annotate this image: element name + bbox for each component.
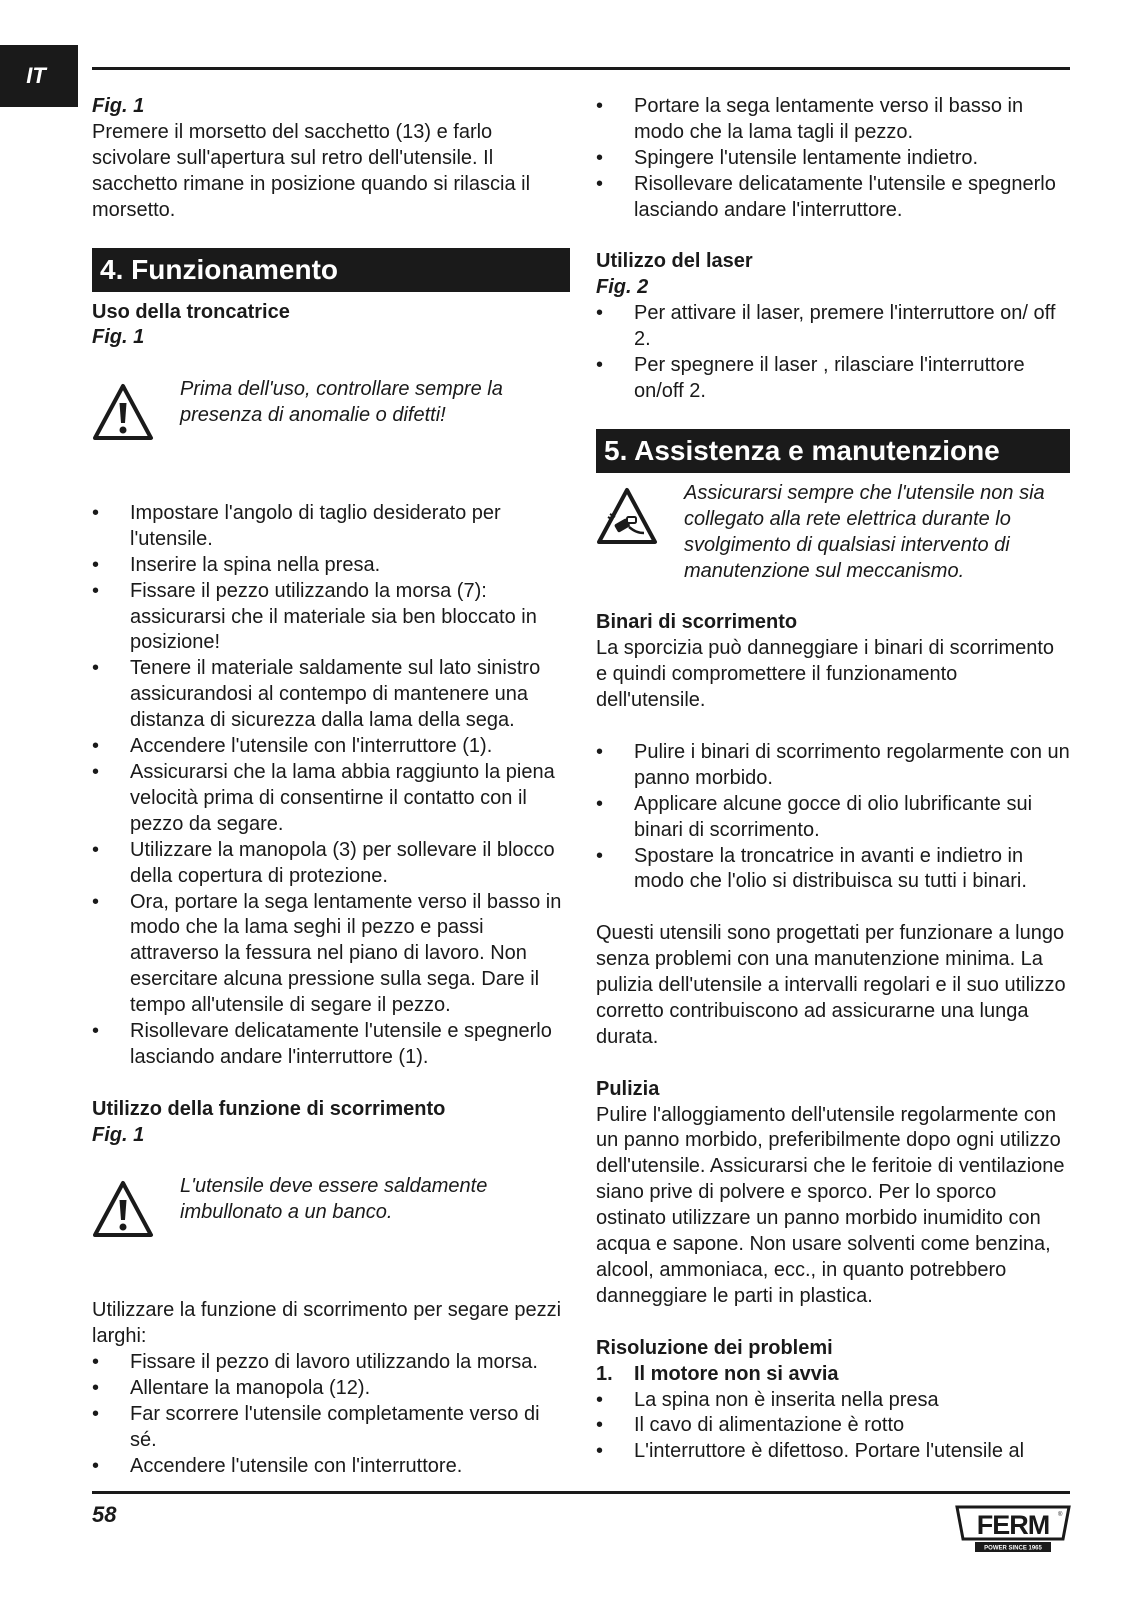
problem-title: Il motore non si avvia: [634, 1362, 839, 1385]
list-item: • Assicurarsi che la lama abbia raggiunto la piena velocità prima di consentirne il contatto con il pezzo da segare.: [92, 760, 570, 838]
logo-tagline: POWER SINCE 1965: [984, 1545, 1042, 1552]
language-tab: [0, 45, 78, 107]
list-item: • Spostare la troncatrice in avanti e indietro in modo che l'olio si distribuisca su tutti i binari.: [596, 844, 1070, 896]
left-column: [92, 94, 570, 1479]
bottom-rule: [92, 1491, 1070, 1494]
fig-reference: Fig. 1: [92, 1123, 145, 1146]
list-item: • Risollevare delicatamente l'utensile e spegnerlo lasciando andare l'interruttore.: [596, 172, 1070, 224]
warning-block: [92, 1174, 570, 1246]
warning-text: Prima dell'uso, controllare sempre la presenza di anomalie o difetti!: [180, 378, 503, 427]
top-rule: [92, 67, 1070, 70]
ferm-logo: [955, 1503, 1071, 1553]
intro-paragraph: Premere il morsetto del sacchetto (13) e farlo scivolare sull'apertura sul retro dell'utensile. Il sacchetto rimane in posizione quando si rilascia il morsetto.: [92, 120, 531, 221]
list-item: • Accendere l'utensile con l'interruttore.: [92, 1454, 570, 1480]
operation-steps-list: [92, 501, 570, 1071]
binari-steps-list: [596, 740, 1070, 895]
list-item: • Ora, portare la sega lentamente verso il basso in modo che la lama seghi il pezzo e passi attraverso la fessura nel piano di lavoro. Non esercitare alcuna pressione sulla sega. Dare il tempo all'utensile di segare il pezzo.: [92, 890, 570, 1020]
problem-causes-list: [596, 1388, 1070, 1466]
registered-mark: ®: [1058, 1512, 1063, 1518]
problem-heading: [596, 1362, 1070, 1388]
troubleshooting-heading: Risoluzione dei problemi: [596, 1336, 833, 1359]
list-item: • Fissare il pezzo di lavoro utilizzando la morsa.: [92, 1350, 570, 1376]
language-code: IT: [26, 63, 46, 88]
section-4-title: 4. Funzionamento: [92, 248, 570, 292]
logo-wordmark: FERM: [976, 1510, 1050, 1540]
problem-number: 1.: [596, 1362, 613, 1385]
warning-text: Assicurarsi sempre che l'utensile non sia collegato alla rete elettrica durante lo svolgimento di qualsiasi intervento di manutenzione sul meccanismo.: [684, 481, 1045, 582]
pulizia-heading: Pulizia: [596, 1077, 660, 1100]
list-item: • Risollevare delicatamente l'utensile e spegnerlo lasciando andare l'interruttore (1).: [92, 1019, 570, 1071]
fig-reference: Fig. 2: [596, 276, 649, 299]
laser-heading: Utilizzo del laser: [596, 250, 753, 273]
list-item: • La spina non è inserita nella presa: [596, 1388, 1070, 1414]
continued-steps-list: [596, 94, 1070, 224]
page-number: 58: [92, 1502, 117, 1527]
scorrimento-heading: Utilizzo della funzione di scorrimento: [92, 1097, 446, 1120]
binari-paragraph: La sporcizia può danneggiare i binari di scorrimento e quindi compromettere il funzionamento dell'utensile.: [596, 637, 1055, 712]
list-item: • Per attivare il laser, premere l'interruttore on/ off 2.: [596, 301, 1070, 353]
list-item: • Il cavo di alimentazione è rotto: [596, 1413, 1070, 1439]
list-item: • Far scorrere l'utensile completamente verso di sé.: [92, 1402, 570, 1454]
maintenance-paragraph: Questi utensili sono progettati per funzionare a lungo senza problemi con una manutenzione minima. La pulizia dell'utensile a intervalli regolari e il suo utilizzo corretto contribuiscono ad assicurarne una lunga durata.: [596, 922, 1066, 1048]
uso-troncatrice-heading: Uso della troncatrice: [92, 300, 290, 323]
unplug-warning-icon: [596, 481, 684, 553]
list-item: • Impostare l'angolo di taglio desiderato per l'utensile.: [92, 501, 570, 553]
scorrimento-intro: Utilizzare la funzione di scorrimento per segare pezzi larghi:: [92, 1299, 562, 1348]
warning-block: [92, 377, 570, 449]
list-item: • Pulire i binari di scorrimento regolarmente con un panno morbido.: [596, 740, 1070, 792]
right-column: [596, 94, 1070, 1465]
list-item: • Accendere l'utensile con l'interruttore (1).: [92, 734, 570, 760]
list-item: • L'interruttore è difettoso. Portare l'utensile al: [596, 1439, 1070, 1465]
list-item: • Portare la sega lentamente verso il basso in modo che la lama tagli il pezzo.: [596, 94, 1070, 146]
fig-reference: Fig. 1: [92, 326, 145, 349]
warning-triangle-icon: [92, 1174, 180, 1246]
list-item: • Inserire la spina nella presa.: [92, 553, 570, 579]
list-item: • Spingere l'utensile lentamente indietro.: [596, 146, 1070, 172]
list-item: • Allentare la manopola (12).: [92, 1376, 570, 1402]
list-item: • Tenere il materiale saldamente sul lato sinistro assicurandosi al contempo di mantenere una distanza di sicurezza dalla lama della sega.: [92, 656, 570, 734]
list-item: • Utilizzare la manopola (3) per sollevare il blocco della copertura di protezione.: [92, 838, 570, 890]
laser-steps-list: [596, 301, 1070, 405]
section-5-title: 5. Assistenza e manutenzione: [596, 429, 1070, 473]
scorrimento-steps-list: [92, 1350, 570, 1480]
fig-reference: Fig. 1: [92, 95, 145, 117]
list-item: • Fissare il pezzo utilizzando la morsa (7): assicurarsi che il materiale sia ben bloccato in posizione!: [92, 579, 570, 657]
unplug-warning-block: [596, 481, 1070, 585]
binari-heading: Binari di scorrimento: [596, 611, 798, 634]
list-item: • Per spegnere il laser , rilasciare l'interruttore on/off 2.: [596, 353, 1070, 405]
pulizia-paragraph: Pulire l'alloggiamento dell'utensile regolarmente con un panno morbido, preferibilmente dopo ogni utilizzo dell'utensile. Assicurarsi che le feritoie di ventilazione siano prive di polvere e sporco. Per lo sporco ostinato utilizzare un panno morbido inumidito con acqua e sapone. Non usare solventi come benzina, alcool, ammoniaca, ecc., in quanto potrebbero danneggiare le parti in plastica.: [596, 1103, 1065, 1307]
list-item: • Applicare alcune gocce di olio lubrificante sui binari di scorrimento.: [596, 792, 1070, 844]
warning-text: L'utensile deve essere saldamente imbullonato a un banco.: [180, 1175, 488, 1224]
warning-triangle-icon: [92, 377, 180, 449]
